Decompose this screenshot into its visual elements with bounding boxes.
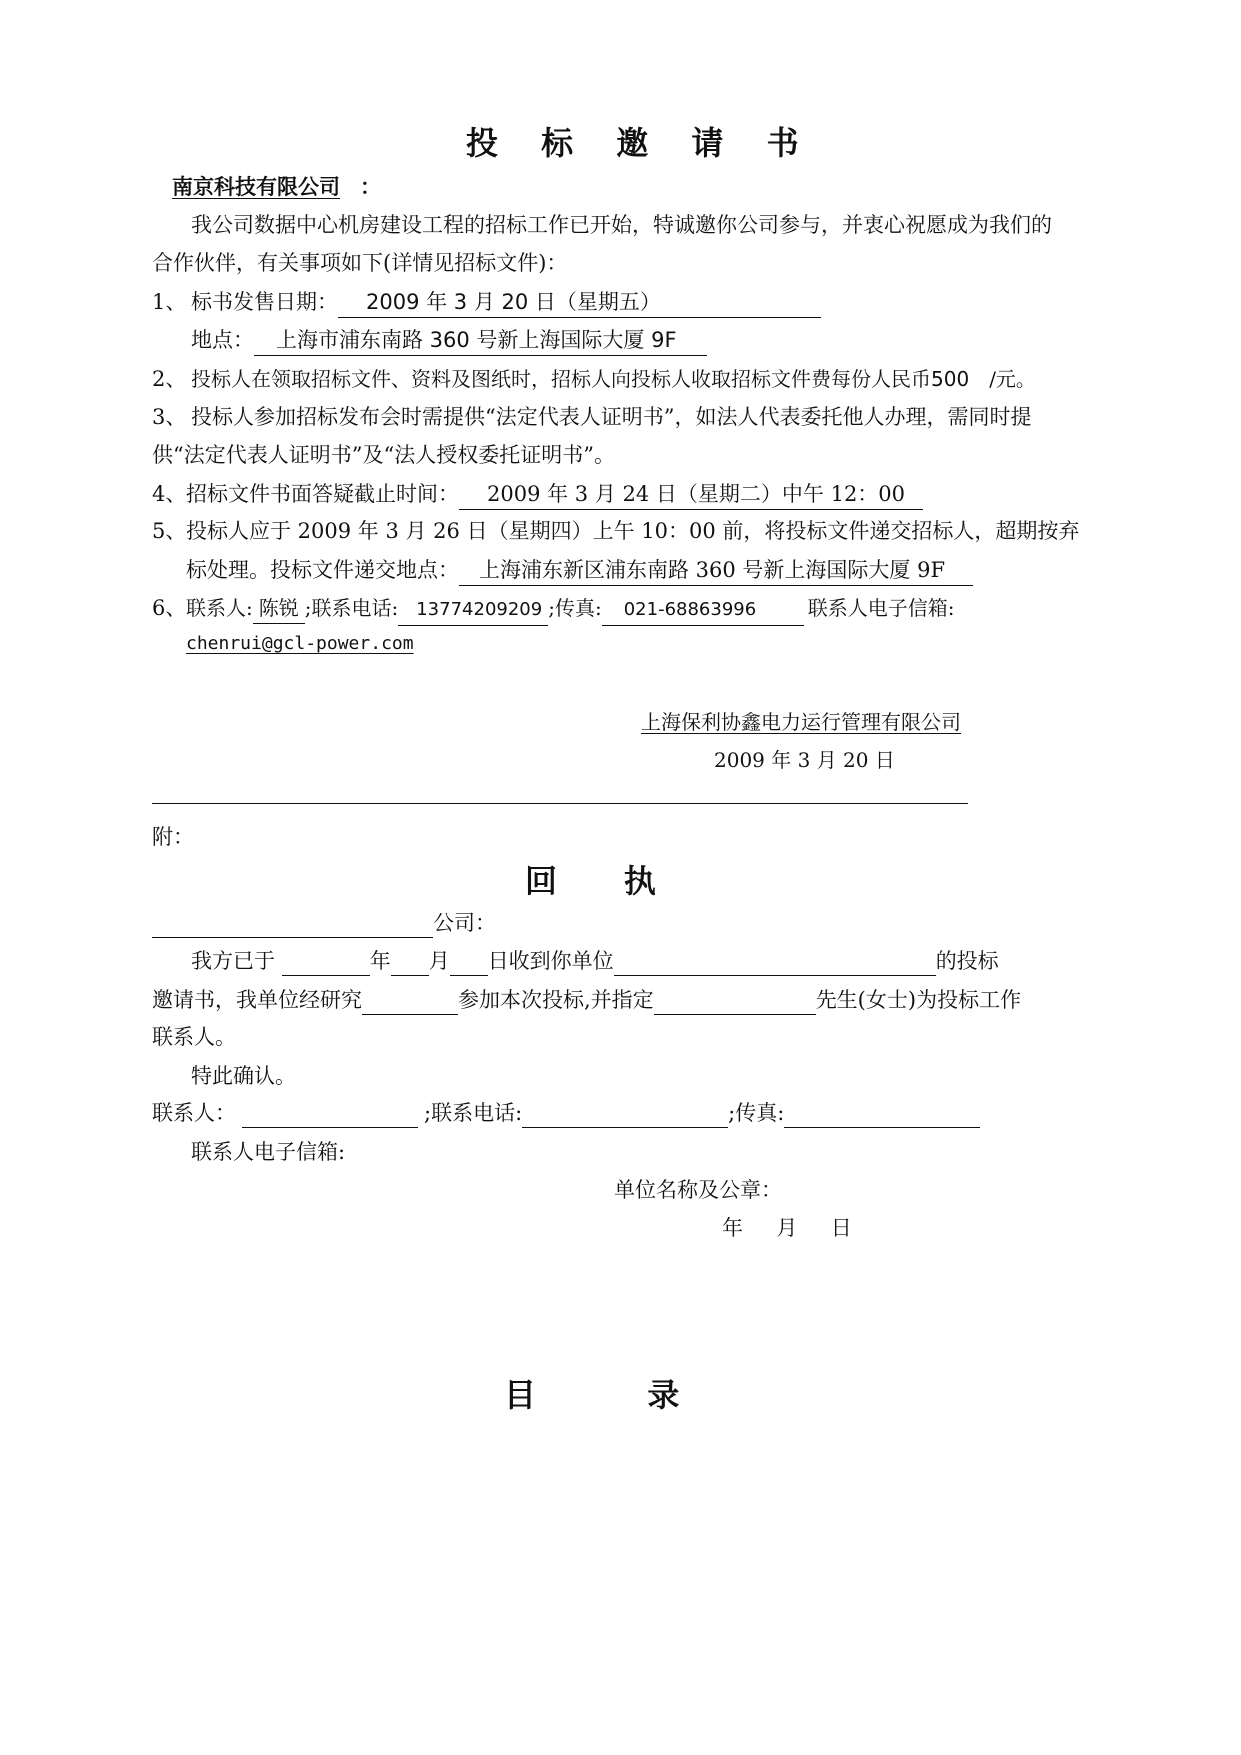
place-label: 地点： xyxy=(191,328,254,352)
contact-phone: 13774209209 xyxy=(398,595,548,626)
recipient-suffix: ： xyxy=(360,175,381,199)
contact-name: 陈锐 xyxy=(253,593,305,624)
item-4-line xyxy=(186,479,923,510)
recipient-line xyxy=(152,172,381,202)
item-5-line-1: 投标人应于 2009 年 3 月 26 日（星期四）上午 10：00 前，将投标文件递交招标人，超期按弃 xyxy=(186,519,1080,543)
receipt-title: 回 执 xyxy=(525,862,656,900)
month-label: 月 xyxy=(428,949,450,973)
item-2-line xyxy=(191,364,1036,394)
item-5-number: 5、 xyxy=(152,519,187,543)
item-1-line xyxy=(191,287,821,318)
decision-blank[interactable] xyxy=(362,992,458,1015)
company-suffix: 公司： xyxy=(433,911,496,935)
recipient-name: 南京科技有限公司 xyxy=(172,175,340,199)
item-2-number: 2、 xyxy=(152,367,187,391)
email-label: 联系人电子信箱: xyxy=(807,596,955,620)
item-6-line xyxy=(186,593,954,626)
receipt-email-label: 联系人电子信箱: xyxy=(191,1140,346,1164)
designee-blank[interactable] xyxy=(654,992,816,1015)
receipt-fax-blank[interactable] xyxy=(784,1105,980,1128)
receipt-confirm: 特此确认。 xyxy=(191,1064,296,1088)
item-2-text-a: 投标人在领取招标文件、资料及图纸时，招标人向投标人收取招标文件费每份人民币 xyxy=(191,367,931,391)
divider-line xyxy=(152,803,968,804)
receipt-date-line: 年 月 日 xyxy=(722,1216,852,1240)
item-3-line-1: 投标人参加招标发布会时需提供“法定代表人证明书”，如法人代表委托他人办理，需同时提 xyxy=(191,405,1032,429)
item-4-number: 4、 xyxy=(152,482,187,506)
issuer-company: 上海保利协鑫电力运行管理有限公司 xyxy=(641,710,961,734)
qa-deadline-value: 2009 年 3 月 24 日（星期二）中午 12：00 xyxy=(459,479,923,510)
day-blank[interactable] xyxy=(450,953,488,976)
item-5-label: 标处理。投标文件递交地点： xyxy=(186,558,459,582)
receipt-para-1 xyxy=(191,946,999,976)
receipt-contact-label: 联系人： xyxy=(152,1101,236,1125)
contact-label: 联系人: xyxy=(186,596,253,620)
receipt-phone-blank[interactable] xyxy=(522,1105,728,1128)
receipt-para-2 xyxy=(152,985,1021,1015)
year-label: 年 xyxy=(369,949,391,973)
toc-title: 目 录 xyxy=(504,1376,680,1414)
sender-unit-blank[interactable] xyxy=(614,953,936,976)
receipt-contact-blank[interactable] xyxy=(242,1105,418,1128)
year-blank[interactable] xyxy=(282,953,370,976)
contact-email: chenrui@gcl-power.com xyxy=(186,633,414,654)
receipt-p2-a: 邀请书，我单位经研究 xyxy=(152,988,362,1012)
receipt-phone-label: ;联系电话: xyxy=(424,1101,523,1125)
phone-label: ;联系电话: xyxy=(304,596,399,620)
item-3-number: 3、 xyxy=(152,405,187,429)
fax-label: ;传真: xyxy=(548,596,602,620)
contact-fax: 021-68863996 xyxy=(602,595,804,626)
receipt-p1-b: 的投标 xyxy=(935,949,999,973)
receipt-contact-line xyxy=(152,1098,980,1128)
item-1-place-line xyxy=(191,325,707,356)
month-blank[interactable] xyxy=(391,953,429,976)
item-4-label: 招标文件书面答疑截止时间： xyxy=(186,482,459,506)
submission-place-value: 上海浦东新区浦东南路 360 号新上海国际大厦 9F xyxy=(459,555,973,586)
receipt-fax-label: ;传真: xyxy=(728,1101,785,1125)
place-value: 上海市浦东南路 360 号新上海国际大厦 9F xyxy=(254,325,707,356)
issue-date: 2009 年 3 月 20 日 xyxy=(714,748,895,772)
item-3-line-2: 供“法定代表人证明书”及“法人授权委托证明书”。 xyxy=(152,443,615,467)
item-6-number: 6、 xyxy=(152,596,187,620)
item-2-amount: 500 xyxy=(931,367,970,391)
receipt-para-3: 联系人。 xyxy=(152,1025,236,1049)
sale-date-value: 2009 年 3 月 20 日（星期五） xyxy=(338,287,821,318)
company-blank[interactable] xyxy=(152,915,433,938)
intro-line-2: 合作伙伴，有关事项如下(详情见招标文件)： xyxy=(152,251,568,275)
page-title: 投 标 邀 请 书 xyxy=(466,124,815,162)
item-1-number: 1、 xyxy=(152,290,187,314)
attachment-label: 附： xyxy=(152,825,194,849)
receipt-company-line xyxy=(152,908,496,938)
receipt-p2-c: 先生(女士)为投标工作 xyxy=(815,988,1022,1012)
item-5-line-2 xyxy=(186,555,973,586)
day-label: 日收到你单位 xyxy=(487,949,614,973)
item-1-label: 标书发售日期： xyxy=(191,290,338,314)
item-2-text-b: /元。 xyxy=(989,367,1036,391)
receipt-p2-b: 参加本次投标,并指定 xyxy=(458,988,654,1012)
intro-line-1: 我公司数据中心机房建设工程的招标工作已开始，特诚邀你公司参与，并衷心祝愿成为我们的 xyxy=(191,213,1052,237)
receipt-seal-label: 单位名称及公章： xyxy=(614,1178,782,1202)
receipt-p1-a: 我方已于 xyxy=(191,949,275,973)
